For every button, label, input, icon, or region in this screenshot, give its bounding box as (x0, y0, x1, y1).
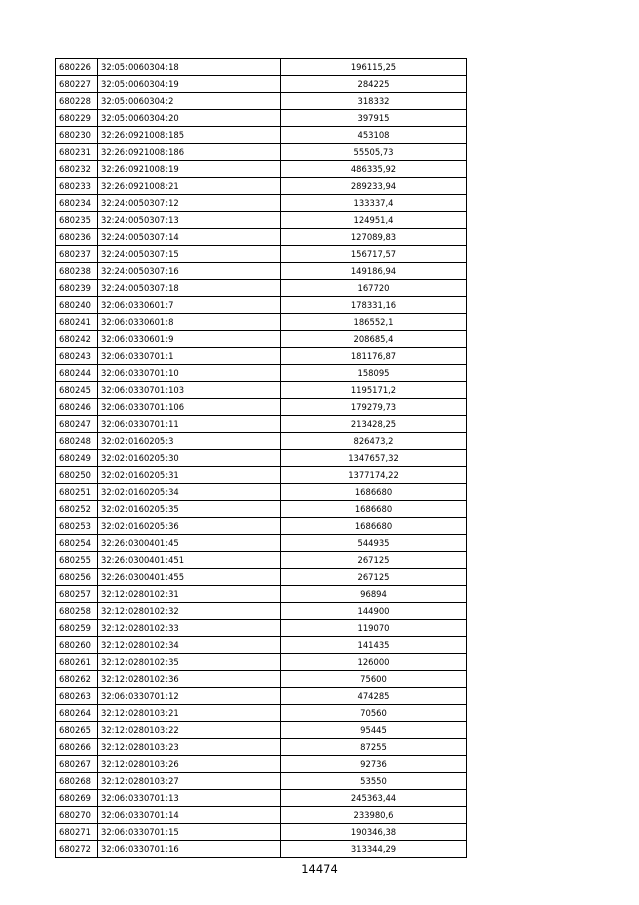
cadastral-number-cell: 32:26:0921008:19 (98, 161, 281, 178)
row-id-cell: 680259 (56, 620, 98, 637)
table-row (56, 773, 467, 790)
cadastral-number-cell: 32:12:0280102:36 (98, 671, 281, 688)
row-id-cell: 680236 (56, 229, 98, 246)
value-cell: 826473,2 (281, 433, 467, 450)
row-id-cell: 680231 (56, 144, 98, 161)
table-row (56, 76, 467, 93)
row-id-cell: 680245 (56, 382, 98, 399)
row-id-cell: 680230 (56, 127, 98, 144)
value-cell: 186552,1 (281, 314, 467, 331)
cadastral-number-cell: 32:05:0060304:2 (98, 93, 281, 110)
value-cell: 178331,16 (281, 297, 467, 314)
cadastral-number-cell: 32:12:0280102:34 (98, 637, 281, 654)
value-cell: 190346,38 (281, 824, 467, 841)
value-cell: 245363,44 (281, 790, 467, 807)
table-row (56, 229, 467, 246)
value-cell: 486335,92 (281, 161, 467, 178)
row-id-cell: 680249 (56, 450, 98, 467)
value-cell: 55505,73 (281, 144, 467, 161)
row-id-cell: 680268 (56, 773, 98, 790)
page-number: 14474 (301, 862, 338, 876)
row-id-cell: 680232 (56, 161, 98, 178)
cadastral-number-cell: 32:05:0060304:18 (98, 59, 281, 76)
row-id-cell: 680257 (56, 586, 98, 603)
value-cell: 96894 (281, 586, 467, 603)
table-row (56, 280, 467, 297)
cadastral-number-cell: 32:06:0330701:12 (98, 688, 281, 705)
value-cell: 126000 (281, 654, 467, 671)
table-row (56, 671, 467, 688)
cadastral-number-cell: 32:12:0280103:27 (98, 773, 281, 790)
value-cell: 1686680 (281, 501, 467, 518)
value-cell: 397915 (281, 110, 467, 127)
table-row (56, 178, 467, 195)
row-id-cell: 680234 (56, 195, 98, 212)
table-row (56, 807, 467, 824)
row-id-cell: 680263 (56, 688, 98, 705)
row-id-cell: 680271 (56, 824, 98, 841)
cadastral-number-cell: 32:24:0050307:15 (98, 246, 281, 263)
table-row (56, 790, 467, 807)
value-cell: 1195171,2 (281, 382, 467, 399)
row-id-cell: 680260 (56, 637, 98, 654)
value-cell: 92736 (281, 756, 467, 773)
table-row (56, 246, 467, 263)
row-id-cell: 680255 (56, 552, 98, 569)
value-cell: 167720 (281, 280, 467, 297)
value-cell: 267125 (281, 569, 467, 586)
value-cell: 141435 (281, 637, 467, 654)
table-row (56, 501, 467, 518)
value-cell: 1377174,22 (281, 467, 467, 484)
table-row (56, 263, 467, 280)
row-id-cell: 680237 (56, 246, 98, 263)
row-id-cell: 680265 (56, 722, 98, 739)
table-row (56, 518, 467, 535)
row-id-cell: 680262 (56, 671, 98, 688)
cadastral-number-cell: 32:24:0050307:16 (98, 263, 281, 280)
row-id-cell: 680228 (56, 93, 98, 110)
value-cell: 70560 (281, 705, 467, 722)
cadastral-number-cell: 32:02:0160205:34 (98, 484, 281, 501)
table-row (56, 688, 467, 705)
value-cell: 474285 (281, 688, 467, 705)
table-row (56, 637, 467, 654)
value-cell: 313344,29 (281, 841, 467, 858)
row-id-cell: 680241 (56, 314, 98, 331)
row-id-cell: 680240 (56, 297, 98, 314)
cadastral-number-cell: 32:02:0160205:31 (98, 467, 281, 484)
cadastral-number-cell: 32:24:0050307:12 (98, 195, 281, 212)
cadastral-number-cell: 32:02:0160205:30 (98, 450, 281, 467)
cadastral-number-cell: 32:24:0050307:14 (98, 229, 281, 246)
value-cell: 196115,25 (281, 59, 467, 76)
table-row (56, 484, 467, 501)
table-row (56, 739, 467, 756)
table-row (56, 467, 467, 484)
row-id-cell: 680270 (56, 807, 98, 824)
cadastral-number-cell: 32:26:0300401:45 (98, 535, 281, 552)
value-cell: 1686680 (281, 484, 467, 501)
row-id-cell: 680250 (56, 467, 98, 484)
value-cell: 544935 (281, 535, 467, 552)
table-row (56, 654, 467, 671)
row-id-cell: 680246 (56, 399, 98, 416)
row-id-cell: 680251 (56, 484, 98, 501)
cadastral-number-cell: 32:02:0160205:36 (98, 518, 281, 535)
table-row (56, 569, 467, 586)
cadastral-number-cell: 32:12:0280103:22 (98, 722, 281, 739)
value-cell: 133337,4 (281, 195, 467, 212)
value-cell: 267125 (281, 552, 467, 569)
cadastral-number-cell: 32:06:0330601:9 (98, 331, 281, 348)
cadastral-number-cell: 32:05:0060304:19 (98, 76, 281, 93)
cadastral-number-cell: 32:06:0330601:7 (98, 297, 281, 314)
table-row (56, 59, 467, 76)
table-row (56, 705, 467, 722)
row-id-cell: 680244 (56, 365, 98, 382)
table-row (56, 161, 467, 178)
value-cell: 127089,83 (281, 229, 467, 246)
registry-table (55, 58, 467, 858)
cadastral-number-cell: 32:12:0280103:23 (98, 739, 281, 756)
table-row (56, 841, 467, 858)
row-id-cell: 680248 (56, 433, 98, 450)
cadastral-number-cell: 32:12:0280102:31 (98, 586, 281, 603)
value-cell: 289233,94 (281, 178, 467, 195)
value-cell: 1347657,32 (281, 450, 467, 467)
cadastral-number-cell: 32:12:0280102:33 (98, 620, 281, 637)
cadastral-number-cell: 32:02:0160205:35 (98, 501, 281, 518)
cadastral-number-cell: 32:06:0330601:8 (98, 314, 281, 331)
table-row (56, 314, 467, 331)
cadastral-number-cell: 32:06:0330701:13 (98, 790, 281, 807)
value-cell: 75600 (281, 671, 467, 688)
cadastral-number-cell: 32:26:0921008:21 (98, 178, 281, 195)
row-id-cell: 680229 (56, 110, 98, 127)
value-cell: 144900 (281, 603, 467, 620)
cadastral-number-cell: 32:26:0921008:186 (98, 144, 281, 161)
table-row (56, 93, 467, 110)
cadastral-number-cell: 32:06:0330701:11 (98, 416, 281, 433)
row-id-cell: 680261 (56, 654, 98, 671)
row-id-cell: 680256 (56, 569, 98, 586)
value-cell: 158095 (281, 365, 467, 382)
table-row (56, 110, 467, 127)
cadastral-number-cell: 32:24:0050307:18 (98, 280, 281, 297)
value-cell: 95445 (281, 722, 467, 739)
cadastral-number-cell: 32:06:0330701:14 (98, 807, 281, 824)
cadastral-number-cell: 32:12:0280102:35 (98, 654, 281, 671)
value-cell: 318332 (281, 93, 467, 110)
value-cell: 124951,4 (281, 212, 467, 229)
value-cell: 179279,73 (281, 399, 467, 416)
table-row (56, 331, 467, 348)
cadastral-number-cell: 32:24:0050307:13 (98, 212, 281, 229)
cadastral-number-cell: 32:06:0330701:15 (98, 824, 281, 841)
registry-table-body (56, 59, 467, 858)
row-id-cell: 680267 (56, 756, 98, 773)
value-cell: 453108 (281, 127, 467, 144)
cadastral-number-cell: 32:06:0330701:10 (98, 365, 281, 382)
value-cell: 87255 (281, 739, 467, 756)
value-cell: 156717,57 (281, 246, 467, 263)
cadastral-number-cell: 32:26:0300401:451 (98, 552, 281, 569)
table-row (56, 603, 467, 620)
cadastral-number-cell: 32:12:0280103:21 (98, 705, 281, 722)
cadastral-number-cell: 32:12:0280103:26 (98, 756, 281, 773)
value-cell: 53550 (281, 773, 467, 790)
table-row (56, 348, 467, 365)
table-row (56, 535, 467, 552)
row-id-cell: 680252 (56, 501, 98, 518)
cadastral-number-cell: 32:06:0330701:106 (98, 399, 281, 416)
row-id-cell: 680264 (56, 705, 98, 722)
cadastral-number-cell: 32:02:0160205:3 (98, 433, 281, 450)
row-id-cell: 680239 (56, 280, 98, 297)
value-cell: 1686680 (281, 518, 467, 535)
table-row (56, 144, 467, 161)
row-id-cell: 680266 (56, 739, 98, 756)
table-row (56, 195, 467, 212)
value-cell: 233980,6 (281, 807, 467, 824)
value-cell: 181176,87 (281, 348, 467, 365)
table-row (56, 399, 467, 416)
cadastral-number-cell: 32:12:0280102:32 (98, 603, 281, 620)
row-id-cell: 680269 (56, 790, 98, 807)
table-row (56, 127, 467, 144)
row-id-cell: 680247 (56, 416, 98, 433)
row-id-cell: 680243 (56, 348, 98, 365)
table-row (56, 586, 467, 603)
value-cell: 284225 (281, 76, 467, 93)
value-cell: 149186,94 (281, 263, 467, 280)
table-row (56, 382, 467, 399)
table-row (56, 416, 467, 433)
row-id-cell: 680254 (56, 535, 98, 552)
row-id-cell: 680253 (56, 518, 98, 535)
cadastral-number-cell: 32:06:0330701:1 (98, 348, 281, 365)
table-row (56, 450, 467, 467)
table-row (56, 433, 467, 450)
row-id-cell: 680258 (56, 603, 98, 620)
row-id-cell: 680272 (56, 841, 98, 858)
cadastral-number-cell: 32:26:0300401:455 (98, 569, 281, 586)
row-id-cell: 680242 (56, 331, 98, 348)
row-id-cell: 680235 (56, 212, 98, 229)
table-row (56, 756, 467, 773)
table-row (56, 212, 467, 229)
table-row (56, 620, 467, 637)
cadastral-number-cell: 32:26:0921008:185 (98, 127, 281, 144)
value-cell: 213428,25 (281, 416, 467, 433)
row-id-cell: 680227 (56, 76, 98, 93)
table-row (56, 722, 467, 739)
table-row (56, 297, 467, 314)
row-id-cell: 680238 (56, 263, 98, 280)
value-cell: 208685,4 (281, 331, 467, 348)
row-id-cell: 680233 (56, 178, 98, 195)
table-row (56, 824, 467, 841)
row-id-cell: 680226 (56, 59, 98, 76)
value-cell: 119070 (281, 620, 467, 637)
table-row (56, 365, 467, 382)
cadastral-number-cell: 32:06:0330701:16 (98, 841, 281, 858)
table-row (56, 552, 467, 569)
cadastral-number-cell: 32:06:0330701:103 (98, 382, 281, 399)
cadastral-number-cell: 32:05:0060304:20 (98, 110, 281, 127)
